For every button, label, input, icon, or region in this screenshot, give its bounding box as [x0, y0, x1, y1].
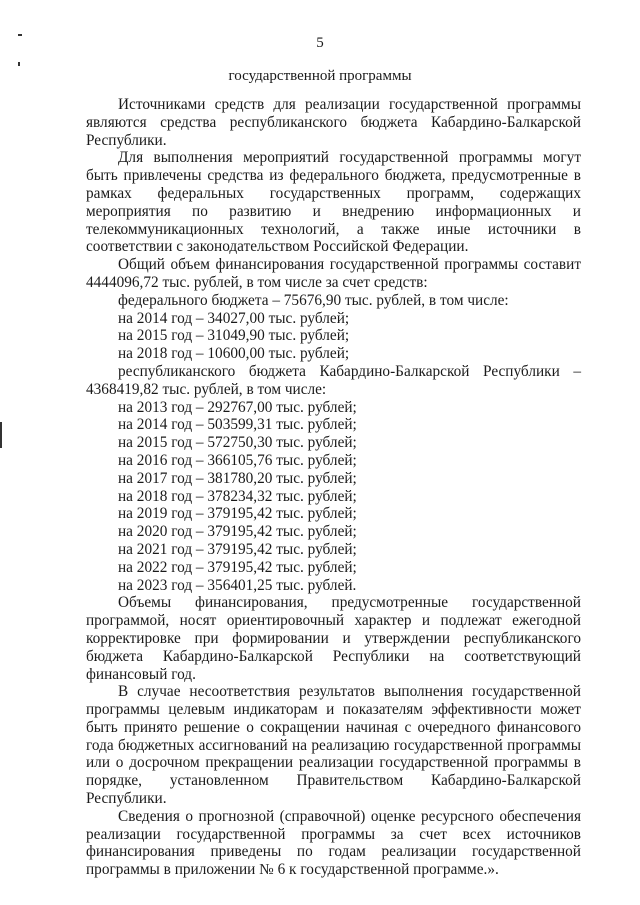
paragraph-republic-budget: республиканского бюджета Кабардино-Балкарской Республики – 4368419,82 тыс. рублей, в том числе: — [86, 362, 581, 398]
paragraph-appendix: Сведения о прогнозной (справочной) оценке ресурсного обеспечения реализации государственной программы за счет всех источников финансирования приведены по годам реализации государственной программы в приложении № 6 к государственной программе.». — [86, 807, 581, 879]
list-item: на 2013 год – 292767,00 тыс. рублей; — [118, 398, 357, 416]
republic-years-list — [86, 399, 581, 595]
list-item: на 2017 год – 381780,20 тыс. рублей; — [118, 469, 357, 487]
paragraph-mismatch: В случае несоответствия результатов выполнения государственной программы целевым индикаторам и показателям эффективности может быть принято решение о сокращении начиная с очередного финансового года бюджетных ассигнований на реализацию государственной программы или о досрочном прекращении реализации государственной программы в порядке, установленном Правительством Кабардино-Балкарской Республики. — [86, 683, 581, 808]
list-item: на 2016 год – 366105,76 тыс. рублей; — [118, 451, 357, 469]
list-item: на 2015 год – 31049,90 тыс. рублей; — [118, 327, 350, 345]
paragraph-volumes-note: Объемы финансирования, предусмотренные государственной программой, носят ориентировочный характер и подлежат ежегодной корректировке при формировании и утверждении республиканского бюджета Кабардино-Балкарской Республики на соответствующий финансовый год. — [86, 594, 581, 683]
list-item: на 2014 год – 503599,31 тыс. рублей; — [118, 416, 357, 434]
federal-years-list — [86, 310, 581, 363]
list-item: на 2018 год – 10600,00 тыс. рублей; — [118, 345, 350, 363]
federal-budget-line: федерального бюджета – 75676,90 тыс. рублей, в том числе: — [118, 291, 509, 309]
scan-mark — [0, 422, 2, 448]
list-item: на 2018 год – 378234,32 тыс. рублей; — [118, 487, 357, 505]
document-body — [86, 96, 581, 879]
page-heading: государственной программы — [228, 68, 412, 84]
list-item: на 2022 год – 379195,42 тыс. рублей; — [118, 558, 357, 576]
list-item: на 2020 год – 379195,42 тыс. рублей; — [118, 523, 357, 541]
list-item: на 2014 год – 34027,00 тыс. рублей; — [118, 309, 350, 327]
list-item: на 2021 год – 379195,42 тыс. рублей; — [118, 540, 357, 558]
paragraph-sources: Источниками средств для реализации государственной программы являются средства республиканского бюджета Кабардино-Балкарской Республики. — [86, 96, 581, 149]
paragraph-federal-attraction: Для выполнения мероприятий государственной программы могут быть привлечены средства из федерального бюджета, предусмотренные в рамках федеральных государственных программ, содержащих мероприятия по развитию и внедрению информационных и телекоммуникационных технологий, а также иные источники в соответствии с законодательством Российской Федерации. — [86, 149, 581, 256]
list-item: на 2015 год – 572750,30 тыс. рублей; — [118, 434, 357, 452]
page-number: 5 — [316, 35, 324, 51]
list-item: на 2023 год – 356401,25 тыс. рублей. — [118, 576, 357, 594]
list-item: на 2019 год – 379195,42 тыс. рублей; — [118, 505, 357, 523]
paragraph-total-volume: Общий объем финансирования государственной программы составит 4444096,72 тыс. рублей, в том числе за счет средств: — [86, 256, 581, 291]
scan-mark — [18, 62, 20, 66]
